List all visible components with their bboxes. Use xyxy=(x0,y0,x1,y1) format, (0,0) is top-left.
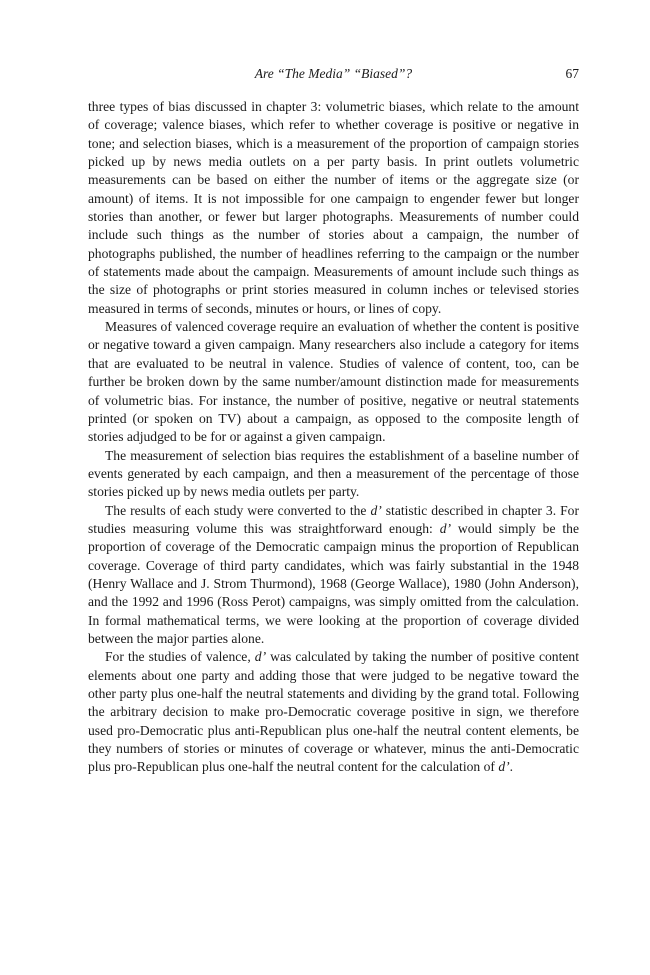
running-title: Are “The Media” “Biased”? xyxy=(254,66,413,81)
paragraph-d-statistic-volume: The results of each study were converted to the d’ statistic described in chapter 3. For studies measuring volume this was straightforward enough: d’ would simply be the proportion of coverage of the Democratic campaign minus the proportion of Republican coverage. Coverage of third party candidates, which was fairly substantial in the 1948 (Henry Wallace and J. Strom Thurmond), 1968 (George Wallace), 1980 (John Anderson), and the 1992 and 1996 (Ross Perot) campaigns, was simply omitted from the calculation. In formal mathematical terms, we were looking at the proportion of coverage divided between the major parties alone. xyxy=(88,502,580,646)
d-prime-symbol: d’ xyxy=(370,502,382,518)
body-text xyxy=(88,98,579,777)
page-number: 67 xyxy=(565,66,579,81)
book-page xyxy=(88,62,579,777)
d-prime-symbol: d’ xyxy=(498,759,510,775)
paragraph-d-statistic-valence: For the studies of valence, d’ was calculated by taking the number of positive content elements about one party and adding those that were judged to be negative toward the other party plus one-half the neutral statements and dividing by the grand total. Following the arbitrary decision to make pro-Democratic coverage positive in sign, we therefore used pro-Democratic plus anti-Republican plus one-half the neutral content elements, be they numbers of stories or minutes of coverage or whatever, minus the anti-Democratic plus pro-Republican plus one-half the neutral content for the calculation of d’. xyxy=(88,649,579,775)
d-prime-symbol: d’ xyxy=(254,649,267,665)
paragraph-selection-bias: The measurement of selection bias requires the establishment of a baseline number of events generated by each campaign, and then a measurement of the percentage of those stories picked up by news media outlets per party. xyxy=(88,447,579,500)
paragraph-valenced-coverage: Measures of valenced coverage require an evaluation of whether the content is positive or negative toward a given campaign. Many researchers also include a category for items that are evaluated to be neutral in valence. Studies of valence of content, too, can be further be broken down by the same number/amount distinction made for measurements of volumetric bias. For instance, the number of positive, negative or neutral statements printed (or spoken on TV) about a campaign, as opposed to the composite length of stories adjudged to be for or against a given campaign. xyxy=(88,319,579,445)
d-prime-symbol: d’ xyxy=(439,520,452,536)
running-header xyxy=(88,62,579,86)
paragraph-volumetric-bias: three types of bias discussed in chapter 3: volumetric biases, which relate to the amount of coverage; valence biases, which refer to whether coverage is positive or negative in tone; and selection biases, which is a measurement of the proportion of campaign stories picked up by news media outlets on a per party basis. In print outlets volumetric measurements can be based on either the number of items or the aggregate size (or amount) of items. It is not impossible for one campaign to engender fewer but longer stories than another, or fewer but larger photographs. Measurements of number could include such things as the number of stories about a campaign, the number of photographs published, the number of headlines referring to the campaign or the number of statements made about the campaign. Measurements of amount include such things as the size of photographs or print stories measured in column inches or televised stories measured in terms of seconds, minutes or hours, or lines of copy. xyxy=(88,99,579,316)
